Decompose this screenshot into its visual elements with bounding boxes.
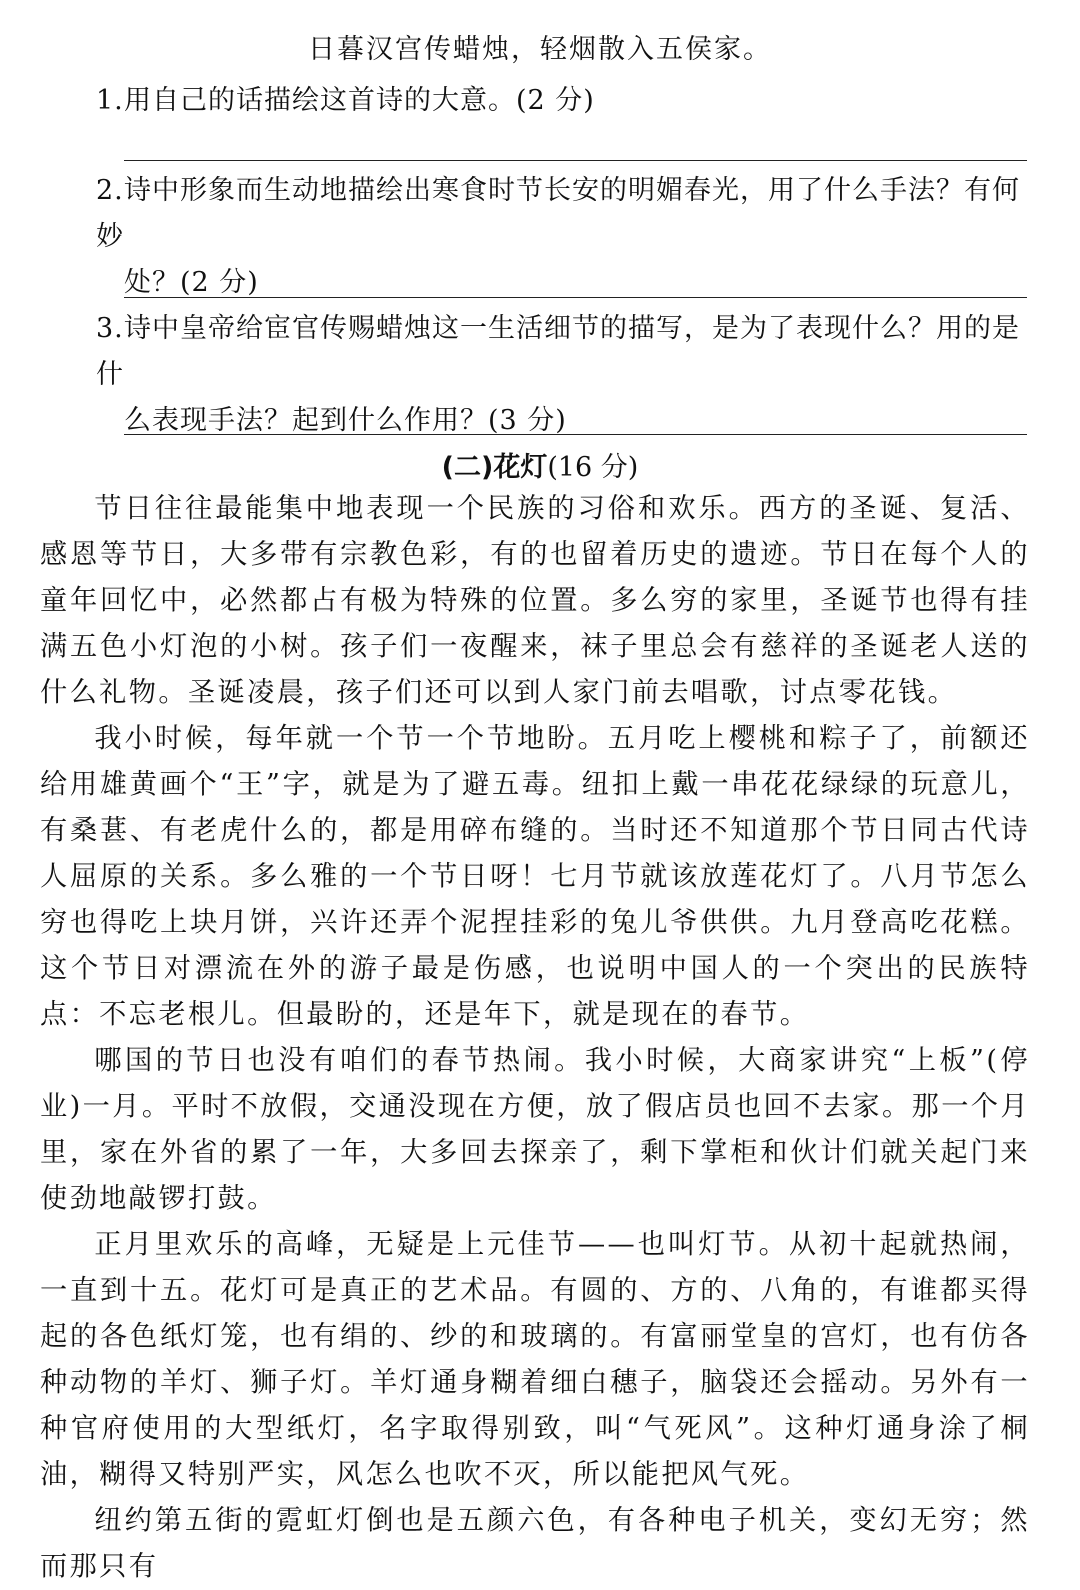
question-2	[96, 168, 1031, 306]
answer-line-1[interactable]	[124, 160, 1027, 161]
question-2-continuation: 处？(2 分)	[124, 267, 259, 298]
question-2-text: 诗中形象而生动地描绘出寒食时节长安的明媚春光，用了什么手法？有何妙	[96, 175, 1020, 252]
passage-paragraph-2: 我小时候，每年就一个节一个节地盼。五月吃上樱桃和粽子了，前额还给用雄黄画个“王”字，就是为了避五毒。纽扣上戴一串花花绿绿的玩意儿，有桑葚、有老虎什么的，都是用碎布缝的。当时还不知道那个节日同古代诗人屈原的关系。多么雅的一个节日呀！七月节就该放莲花灯了。八月节怎么穷也得吃上块月饼，兴许还弄个泥捏挂彩的兔儿爷供供。九月登高吃花糕。这个节日对漂流在外的游子最是伤感，也说明中国人的一个突出的民族特点：不忘老根儿。但最盼的，还是年下，就是现在的春节。	[40, 723, 1030, 1030]
reading-passage	[40, 486, 1030, 1590]
answer-line-2[interactable]	[124, 297, 1027, 298]
passage-paragraph-1: 节日往往最能集中地表现一个民族的习俗和欢乐。西方的圣诞、复活、感恩等节日，大多带有宗教色彩，有的也留着历史的遗迹。节日在每个人的童年回忆中，必然都占有极为特殊的位置。多么穷的家里，圣诞节也得有挂满五色小灯泡的小树。孩子们一夜醒来，袜子里总会有慈祥的圣诞老人送的什么礼物。圣诞凌晨，孩子们还可以到人家门前去唱歌，讨点零花钱。	[40, 493, 1030, 708]
question-1-number: 1.	[96, 85, 124, 116]
passage-paragraph-3: 哪国的节日也没有咱们的春节热闹。我小时候，大商家讲究“上板”(停业)一月。平时不放假，交通没现在方便，放了假店员也回不去家。那一个月里，家在外省的累了一年，大多回去探亲了，剩下掌柜和伙计们就关起门来使劲地敲锣打鼓。	[40, 1045, 1030, 1214]
question-2-number: 2.	[96, 175, 124, 206]
poem-last-line: 日暮汉宫传蜡烛，轻烟散入五侯家。	[308, 34, 772, 65]
passage-paragraph-4: 正月里欢乐的高峰，无疑是上元佳节——也叫灯节。从初十起就热闹，一直到十五。花灯可是真正的艺术品。有圆的、方的、八角的，有谁都买得起的各色纸灯笼，也有绢的、纱的和玻璃的。有富丽堂皇的宫灯，也有仿各种动物的羊灯、狮子灯。羊灯通身糊着细白穗子，脑袋还会摇动。另外有一种官府使用的大型纸灯，名字取得别致，叫“气死风”。这种灯通身涂了桐油，糊得又特别严实，风怎么也吹不灭，所以能把风气死。	[40, 1229, 1030, 1490]
question-1	[96, 78, 1031, 124]
section-title-text: (二)花灯	[441, 452, 548, 483]
section-title	[0, 446, 1080, 490]
section-score: (16 分)	[547, 452, 639, 483]
question-3	[96, 306, 1031, 444]
question-1-text: 用自己的话描绘这首诗的大意。(2 分)	[124, 85, 595, 116]
question-3-number: 3.	[96, 313, 124, 344]
answer-line-3[interactable]	[124, 434, 1027, 435]
question-3-continuation: 么表现手法？起到什么作用？(3 分)	[124, 405, 567, 436]
passage-paragraph-5: 纽约第五街的霓虹灯倒也是五颜六色，有各种电子机关，变幻无穷；然而那只有	[40, 1505, 1030, 1582]
question-3-text: 诗中皇帝给宦官传赐蜡烛这一生活细节的描写，是为了表现什么？用的是什	[96, 313, 1020, 390]
